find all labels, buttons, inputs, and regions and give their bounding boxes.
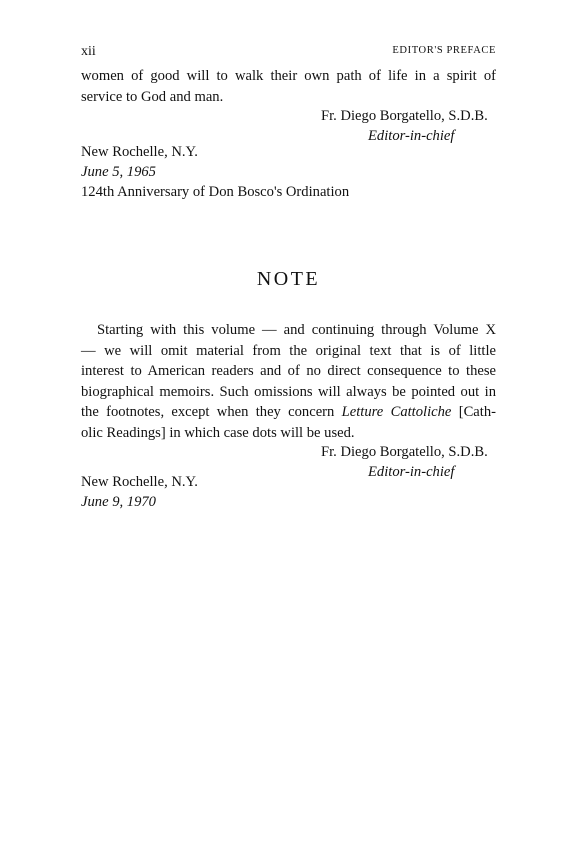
signature-title-2: Editor-in-chief <box>368 464 455 480</box>
italic-title: Letture Cattoliche <box>341 404 452 420</box>
dateline-date-2: June 9, 1970 <box>81 494 156 510</box>
note-paragraph <box>81 320 496 443</box>
text-line-with-italic <box>81 402 496 423</box>
text-line: service to God and man. <box>81 88 224 105</box>
note-heading: NOTE <box>256 268 321 290</box>
text-line: women of good will to walk their own path of life in a spirit of <box>81 68 496 84</box>
dateline-date-1: June 5, 1965 <box>81 164 156 180</box>
dateline-place-1: New Rochelle, N.Y. <box>81 144 198 160</box>
page-header <box>81 44 496 60</box>
text-line: interest to American readers and of no direct consequence to these <box>81 363 496 379</box>
signature-name-2: Fr. Diego Borgatello, S.D.B. <box>321 444 488 460</box>
page-number: xii <box>81 44 96 59</box>
text-line: Starting with this volume — and continuing through Volume X <box>97 322 496 338</box>
signature-title-1: Editor-in-chief <box>368 128 455 144</box>
running-head: EDITOR'S PREFACE <box>392 45 496 56</box>
dateline-occasion: 124th Anniversary of Don Bosco's Ordination <box>81 184 350 200</box>
text-line: olic Readings] in which case dots will be used. <box>81 424 355 441</box>
text-segment: the footnotes, except when they concern <box>81 404 335 420</box>
dateline-place-2: New Rochelle, N.Y. <box>81 474 198 490</box>
text-line: — we will omit material from the original text that is of little <box>81 342 496 359</box>
text-line: biographical memoirs. Such omissions will always be pointed out in <box>81 383 496 400</box>
signature-name-1: Fr. Diego Borgatello, S.D.B. <box>321 108 488 124</box>
text-segment: [Cath- <box>458 404 496 420</box>
preface-closing-paragraph <box>81 66 496 107</box>
